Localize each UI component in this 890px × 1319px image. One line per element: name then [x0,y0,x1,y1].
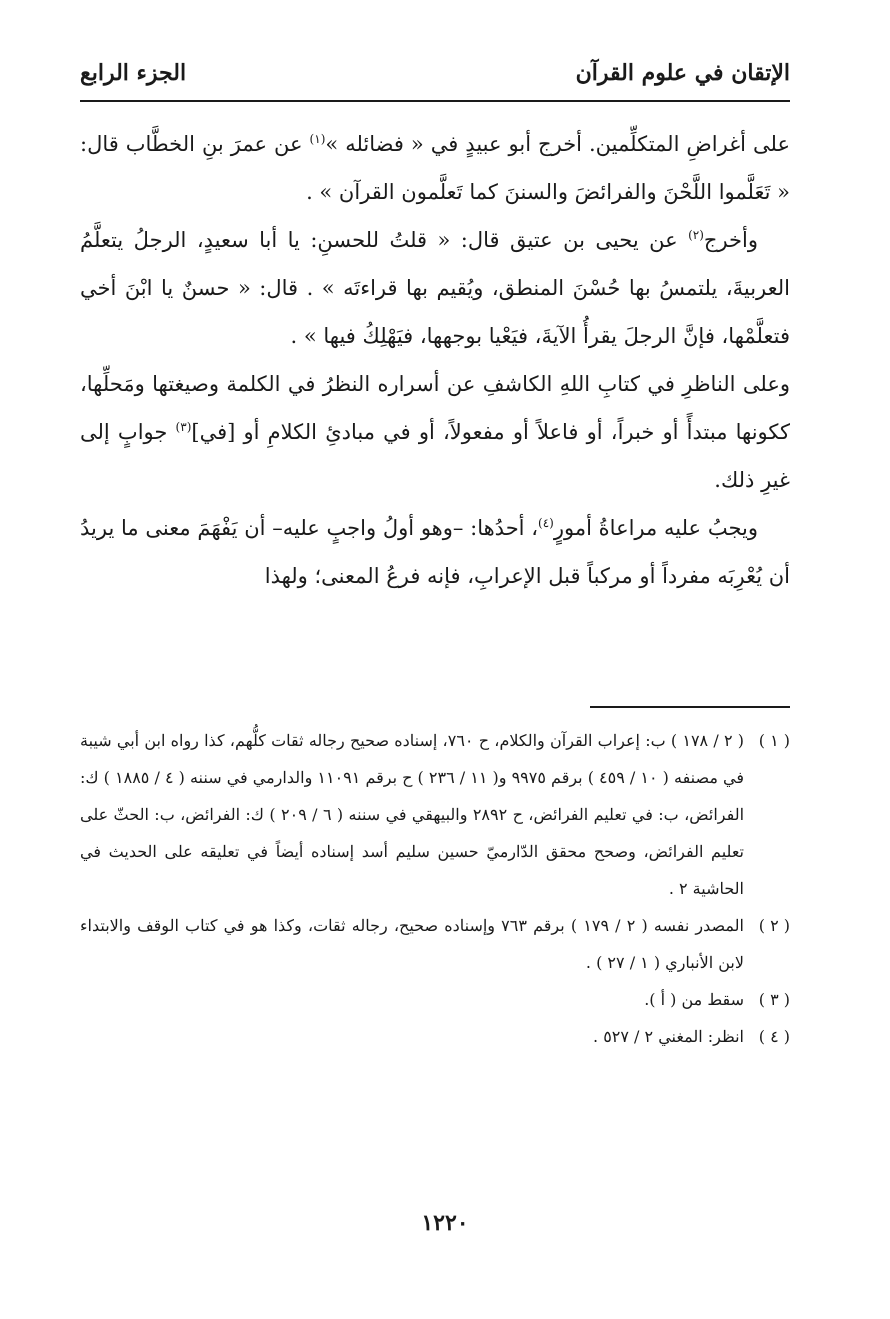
paragraph-3-text-b: جوابٍ إلى غيرِ ذلك. [80,420,790,492]
footnote-number: ( ٤ ) [758,1027,790,1046]
footnote-text: سقط من ( أ ). [644,990,744,1009]
footnote-text: ( ٢ / ١٧٨ ) ب: إعراب القرآن والكلام، ح ٧٦٠، إسناده صحيح رجاله ثقات كلُّهم، كذا رواه ابن أبي شيبة في مصنفه ( ١٠ / ٤٥٩ ) برقم ٩٩٧٥ و( ١١ / ٢٣٦ ) ح برقم ١١٠٩١ والدارمي في سننه ( ٤ / ١٨٨٥ ) ك: الفرائض، ب: في تعليم الفرائض، ح ٢٨٩٢ والبيهقي في سننه ( ٦ / ٢٠٩ ) ك: الفرائض، ب: الحثّ على تعليم الفرائض، وصحح محقق الدّارميّ حسين سليم أسد إسناده أيضاً في تعليقه على الحديث في الحاشية ٢ . [80,731,745,898]
paragraph-4-text-b: ، أحدُها: –وهو أولُ واجبٍ عليه– أن يَفْهَمَ معنى ما يريدُ أن يُعْرِبَه مفرداً أو مركباً قبل الإعرابِ، فإنه فرعُ المعنى؛ ولهذا [80,516,790,588]
paragraph-3 [80,360,790,504]
page-number: ١٢٢٠ [421,1210,469,1236]
footnote-number: ( ١ ) [758,731,790,750]
footnote-ref-1[interactable]: (١) [309,132,326,146]
footnote-1 [80,722,790,907]
paragraph-4 [80,504,790,600]
paragraph-4-text-a: ويجبُ عليه مراعاةُ أمورٍ [553,516,758,540]
footnote-ref-2[interactable]: (٢) [688,228,704,242]
paragraph-3-text-a: وعلى الناظرِ في كتابِ اللهِ الكاشفِ عن أسراره النظرُ في الكلمة وصيغتها ومَحلِّها، ككونها مبتدأً أو خبراً، أو فاعلاً أو مفعولاً، أو في مبادئِ الكلامِ أو [في] [80,372,790,444]
footnote-number: ( ٣ ) [758,990,790,1009]
footnotes [80,722,790,1055]
book-title: الإتقان في علوم القرآن [575,60,790,86]
footnote-text: المصدر نفسه ( ٢ / ١٧٩ ) برقم ٧٦٣ وإسناده صحيح، رجاله ثقات، وكذا هو في كتاب الوقف والابتداء لابن الأنباري ( ١ / ٢٧ ) . [80,916,745,972]
paragraph-1 [80,120,790,216]
paragraph-2-text-a: وأخرج [703,228,758,252]
footnote-4 [80,1018,790,1055]
part-title: الجزء الرابع [80,60,187,86]
footnote-ref-3[interactable]: (٣) [175,420,192,434]
footnote-ref-4[interactable]: (٤) [538,516,554,530]
footnote-separator [590,706,790,708]
footnote-2 [80,907,790,981]
footnote-text: انظر: المغني ٢ / ٥٢٧ . [593,1027,744,1046]
paragraph-2-text-b: عن يحيى بن عتيق قال: « قلتُ للحسنِ: يا أبا سعيدٍ، الرجلُ يتعلَّمُ العربيةَ، يلتمسُ بها حُسْنَ المنطق، ويُقيم بها قراءتَه » . قال: « حسنٌ يا ابْنَ أخي فتعلَّمْها، فإنَّ الرجلَ يقرأُ الآيةَ، فيَعْيا بوجهها، فيَهْلِكُ فيها » . [80,228,790,348]
paragraph-1-text-a: على أغراضِ المتكلِّمين. أخرج أبو عبيدٍ في « فضائله » [325,132,791,156]
running-header [80,54,790,102]
footnote-3 [80,981,790,1018]
footnote-number: ( ٢ ) [758,916,790,935]
paragraph-1-text-b: عن عمرَ بنِ الخطَّاب قال: « تَعَلَّموا اللَّحْنَ والفرائضَ والسننَ كما تَعلَّمون القرآن » . [80,132,790,204]
main-text [80,120,790,600]
paragraph-2 [80,216,790,360]
